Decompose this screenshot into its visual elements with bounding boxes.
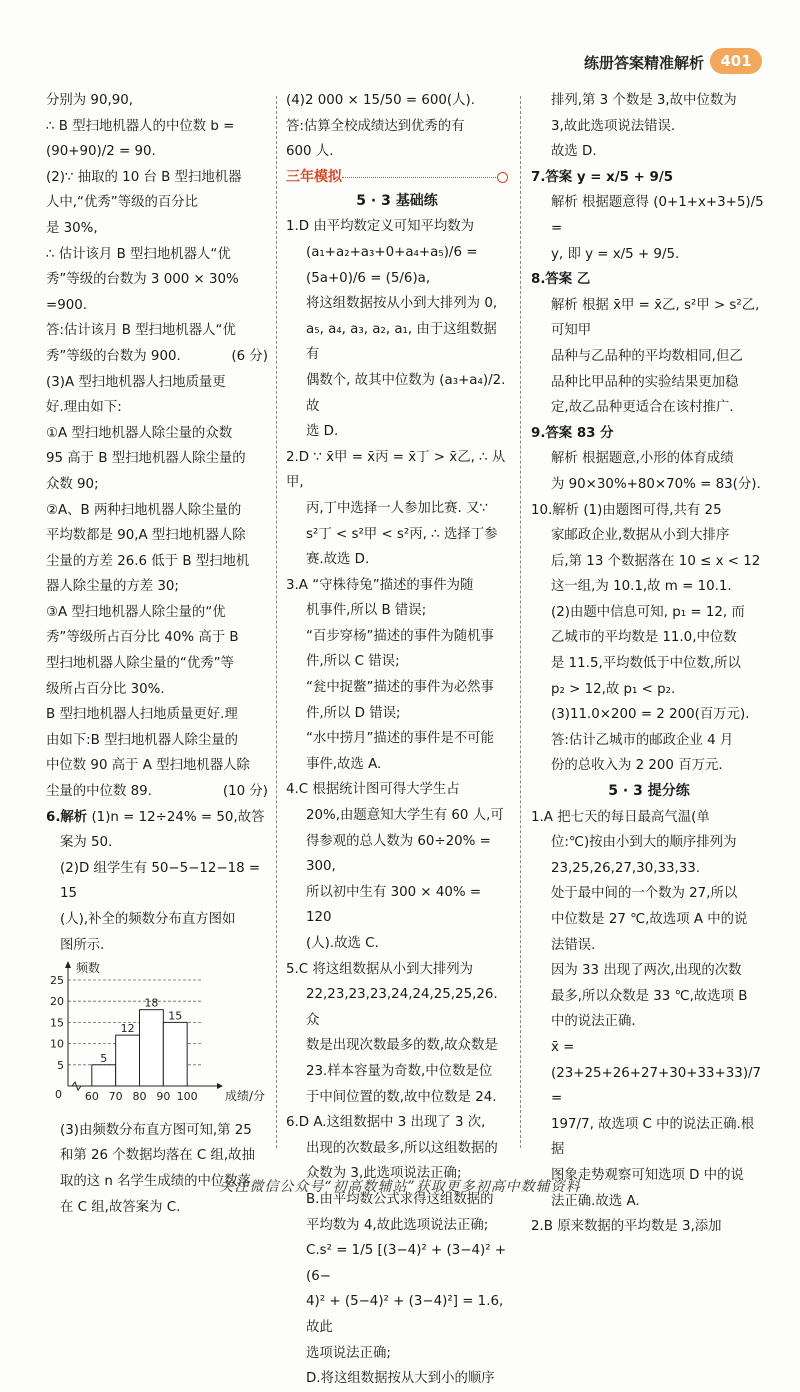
text-span: (1)n = 12÷24% = 50,故答 — [91, 809, 265, 825]
text-line: 所以初中生有 300 × 40% = 120 — [306, 884, 482, 926]
text-line: 于中间位置的数,故中位数是 24. — [306, 1089, 497, 1105]
text-line: ②A、B 两种扫地机器人除尘量的 — [46, 502, 242, 518]
text-line: 2.B 原来数据的平均数是 3,添加 — [531, 1219, 722, 1235]
page-header — [0, 46, 800, 82]
section-banner — [286, 165, 508, 189]
origin-label: 0 — [55, 1088, 62, 1102]
text-line: =900. — [46, 297, 88, 313]
text-line: “瓮中捉鳖”描述的事件为必然事 — [306, 680, 494, 696]
text-line: 这一组,为 10.1,故 m = 10.1. — [551, 579, 732, 595]
histogram-bar — [140, 1010, 164, 1086]
y-axis-arrow-icon — [65, 961, 71, 968]
text-line: 品种与乙品种的平均数相同,但乙 — [551, 348, 743, 364]
text-line: 秀”等级所占百分比 40% 高于 B — [46, 630, 239, 646]
text-line: ∴ B 型扫地机器人的中位数 b = — [46, 118, 235, 134]
text-line: 众数为 3,此选项说法正确; — [306, 1166, 462, 1182]
text-line: 是 11.5,平均数低于中位数,所以 — [551, 656, 741, 672]
text-line: 答:估计乙城市的邮政企业 4 月 — [551, 732, 734, 748]
y-tick-label: 25 — [50, 974, 64, 988]
text-line: 7.答案 y = x/5 + 9/5 — [531, 169, 674, 185]
text-line: y, 即 y = x/5 + 9/5. — [551, 246, 680, 262]
text-line: 2.D ∵ x̄甲 = x̄丙 = x̄丁 > x̄乙, ∴ 从甲, — [286, 449, 506, 491]
text-line: 定,故乙品种更适合在该村推广. — [551, 400, 734, 416]
text-line: 众数 90; — [46, 476, 99, 492]
text-line: 器人除尘量的方差 30; — [46, 579, 179, 595]
text-line: 最多,所以众数是 33 ℃,故选项 B — [551, 988, 748, 1004]
text-line: 将这组数据按从小到大排列为 0, — [306, 296, 498, 312]
text-line: 中位数 90 高于 A 型扫地机器人除 — [46, 758, 250, 774]
text-line: 件,所以 D 错误; — [306, 705, 401, 721]
text-line: 平均数为 4,故此选项说法正确; — [306, 1217, 489, 1233]
text-line: “水中捞月”描述的事件是不可能 — [306, 731, 494, 747]
text-line: 尘量的方差 26.6 低于 B 型扫地机 — [46, 553, 250, 569]
column-2 — [286, 88, 508, 1392]
section-heading: 5 · 3 基础练 — [356, 192, 438, 209]
text-line: 乙城市的平均数是 11.0,中位数 — [551, 630, 737, 646]
text-line: 23.样本容量为奇数,中位数是位 — [306, 1063, 493, 1079]
text-line: (2)D 组学生有 50−5−12−18 = 15 — [60, 860, 261, 902]
text-line: ③A 型扫地机器人除尘量的“优 — [46, 604, 226, 620]
text-line: 得参观的总人数为 60÷20% = 300, — [306, 833, 491, 875]
text-line: 家邮政企业,数据从小到大排序 — [551, 528, 730, 544]
bar-value-label: 12 — [120, 1022, 135, 1036]
column-3 — [531, 88, 767, 1240]
text-line: 处于最中间的一个数为 27,所以 — [551, 886, 738, 902]
text-line: 偶数个, 故其中位数为 (a₃+a₄)/2. 故 — [306, 372, 506, 414]
text-line: 中位数是 27 ℃,故选项 A 中的说 — [551, 912, 748, 927]
score-note: (10 分) — [222, 784, 268, 800]
text-line: 答:估计该月 B 型扫地机器人“优 — [46, 323, 236, 339]
text-line: 平均数都是 90,A 型扫地机器人除 — [46, 528, 246, 544]
text-line: 600 人. — [286, 144, 334, 160]
text-line: 件,所以 C 错误; — [306, 654, 400, 670]
section-label: 三年模拟 — [286, 168, 342, 185]
footer-watermark: 关注微信公众号“初高数辅站”获取更多初高中数辅资料 — [219, 1179, 581, 1195]
text-line: 份的总收入为 2 200 百万元. — [551, 758, 723, 774]
y-tick-label: 10 — [50, 1037, 64, 1051]
column-divider — [276, 96, 277, 1148]
text-line: 在 C 组,故答案为 C. — [60, 1199, 181, 1215]
x-tick-label: 100 — [176, 1090, 198, 1104]
text-line: D.将这组数据按从大到小的顺序 — [306, 1371, 495, 1387]
text-line: (2)∵ 抽取的 10 台 B 型扫地机器 — [46, 169, 242, 185]
text-line: 5.C 将这组数据从小到大排列为 — [286, 961, 474, 977]
question-number: 6. — [46, 809, 61, 825]
text-line: 事件,故选 A. — [306, 756, 382, 772]
text-line: 解析 根据题意得 (0+1+x+3+5)/5 = — [551, 195, 764, 236]
bar-value-label: 15 — [168, 1009, 183, 1023]
text-line — [46, 344, 268, 370]
text-line: 解析 根据 x̄甲 = x̄乙, s²甲 > s²乙, 可知甲 — [551, 297, 760, 339]
column-divider — [520, 96, 521, 1148]
y-tick-label: 20 — [50, 995, 64, 1009]
text-line: 法正确.故选 A. — [551, 1193, 640, 1209]
analysis-tag: 解析 — [60, 809, 88, 825]
text-line: 秀”等级的台数为 3 000 × 30% — [46, 272, 239, 288]
text-line: 22,23,23,23,24,24,25,25,26.众 — [306, 987, 498, 1028]
text-line: 品种比甲品种的实验结果更加稳 — [551, 374, 739, 390]
text-line: 9.答案 83 分 — [531, 425, 614, 441]
text-line: 95 高于 B 型扫地机器人除尘量的 — [46, 451, 246, 467]
text-line: 20%,由题意知大学生有 60 人,可 — [306, 808, 504, 824]
text-line: 3,故此选项说法错误. — [551, 118, 676, 134]
text-line: p₂ > 12,故 p₁ < p₂. — [551, 681, 676, 697]
score-note: (6 分) — [231, 348, 268, 364]
text-line: 197/7, 故选项 C 中的说法正确.根据 — [551, 1116, 755, 1158]
text-line: “百步穿杨”描述的事件为随机事 — [306, 628, 494, 644]
y-tick-label: 15 — [50, 1016, 64, 1030]
text-line: 取的这 n 名学生成绩的中位数落 — [60, 1173, 252, 1189]
text-line: 6.D A.这组数据中 3 出现了 3 次, — [286, 1115, 486, 1131]
text-line: (3)由频数分布直方图可知,第 25 — [60, 1122, 252, 1138]
text-line: 1.D 由平均数定义可知平均数为 — [286, 219, 475, 235]
text-line: 人中,“优秀”等级的百分比 — [46, 195, 199, 211]
text-line: a₅, a₄, a₃, a₂, a₁, 由于这组数据有 — [306, 321, 497, 363]
text-line: 案为 50. — [60, 835, 113, 851]
bar-value-label: 5 — [100, 1051, 108, 1065]
text-line: 因为 33 出现了两次,出现的次数 — [551, 963, 742, 979]
text-line: 分别为 90,90, — [46, 93, 134, 108]
text-line: 解析 根据题意,小形的体育成绩 — [551, 451, 734, 467]
text-line: (4)2 000 × 15/50 = 600(人). — [286, 93, 476, 108]
text-line — [46, 779, 268, 805]
text-line: B.由平均数公式求得这组数据的 — [306, 1191, 494, 1207]
text-line: 4)² + (5−4)² + (3−4)²] = 1.6,故此 — [306, 1294, 504, 1335]
text-line: 和第 26 个数据均落在 C 组,故抽 — [60, 1148, 255, 1164]
histogram-bar — [163, 1023, 187, 1087]
text-line: 答:估算全校成绩达到优秀的有 — [286, 118, 465, 134]
text-line: ∴ 估计该月 B 型扫地机器人“优 — [46, 246, 231, 262]
text-line: 由如下:B 型扫地机器人除尘量的 — [46, 732, 239, 748]
text-line: (2)由题中信息可知, p₁ = 12, 而 — [551, 604, 745, 620]
circle-ornament-icon — [497, 172, 508, 183]
text-line: 图象走势观察可知选项 D 中的说 — [551, 1167, 744, 1183]
text-line: 图所示. — [60, 937, 105, 953]
text-line: 选 D. — [306, 424, 339, 440]
text-line: 中的说法正确. — [551, 1014, 636, 1030]
frequency-histogram — [46, 958, 266, 1108]
text-line: (3)11.0×200 = 2 200(百万元). — [551, 707, 750, 723]
text-line: 为 90×30%+80×70% = 83(分). — [551, 476, 761, 492]
text-line: x̄ = (23+25+26+27+30+33+33)/7 = — [551, 1039, 762, 1107]
page-number-badge: 401 — [710, 48, 762, 74]
text-span: 秀”等级的台数为 900. — [46, 348, 181, 364]
text-line: 后,第 13 个数据落在 10 ≤ x < 12 — [551, 553, 761, 569]
bar-value-label: 18 — [144, 996, 159, 1010]
histogram-bar — [92, 1065, 116, 1086]
x-tick-label: 90 — [156, 1090, 171, 1104]
x-tick-label: 70 — [108, 1090, 123, 1104]
text-line: B 型扫地机器人扫地质量更好.理 — [46, 707, 238, 723]
column-1 — [46, 88, 268, 1220]
text-line: 8.答案 乙 — [531, 272, 591, 288]
text-line: 好.理由如下: — [46, 400, 122, 416]
text-line: (a₁+a₂+a₃+0+a₄+a₅)/6 = (5a+0)/6 = (5/6)a, — [306, 244, 478, 286]
text-line: 型扫地机器人除尘量的“优秀”等 — [46, 656, 234, 672]
text-line: ①A 型扫地机器人除尘量的众数 — [46, 425, 233, 441]
text-line: 10.解析 (1)由题图可得,共有 25 — [531, 502, 722, 518]
y-axis-label: 频数 — [76, 961, 101, 976]
text-line: (人).故选 C. — [306, 936, 379, 951]
dotted-rule — [342, 177, 504, 178]
text-line — [46, 805, 268, 831]
text-line: 级所占百分比 30%. — [46, 681, 165, 697]
x-tick-label: 60 — [84, 1090, 99, 1104]
text-span: 尘量的中位数 89. — [46, 784, 152, 800]
text-line: 1.A 把七天的每日最高气温(单 — [531, 809, 710, 825]
text-line: 是 30%, — [46, 220, 98, 236]
text-line: 选项说法正确; — [306, 1345, 391, 1361]
text-line: C.s² = 1/5 [(3−4)² + (3−4)² + (6− — [306, 1243, 507, 1284]
text-line: 机事件,所以 B 错误; — [306, 603, 427, 619]
text-line: s²丁 < s²甲 < s²丙, ∴ 选择丁参赛.故选 D. — [306, 526, 498, 568]
text-line: 法错误. — [551, 937, 596, 953]
y-tick-label: 5 — [57, 1058, 64, 1072]
text-line: 故选 D. — [551, 144, 597, 160]
text-line: 23,25,26,27,30,33,33. — [551, 860, 701, 876]
text-line: 4.C 根据统计图可得大学生占 — [286, 782, 460, 798]
text-line: 位:℃)按由小到大的顺序排列为 — [551, 835, 737, 851]
x-tick-label: 80 — [132, 1090, 147, 1104]
text-line: 出现的次数最多,所以这组数据的 — [306, 1140, 498, 1156]
section-heading: 5 · 3 提分练 — [608, 783, 690, 800]
text-line: 丙,丁中选择一人参加比赛. 又∵ — [306, 500, 488, 516]
text-line: 3.A “守株待兔”描述的事件为随 — [286, 577, 474, 593]
header-title: 练册答案精准解析 — [583, 54, 704, 72]
text-line: 数是出现次数最多的数,故众数是 — [306, 1038, 498, 1054]
text-line: (90+90)/2 = 90. — [46, 144, 156, 160]
text-line: (3)A 型扫地机器人扫地质量更 — [46, 374, 226, 390]
x-axis-arrow-icon — [217, 1083, 223, 1089]
text-line: 排列,第 3 个数是 3,故中位数为 — [551, 93, 737, 108]
x-axis-label: 成绩/分 — [225, 1089, 266, 1104]
histogram-bar — [116, 1035, 140, 1086]
text-line: (人),补全的频数分布直方图如 — [60, 912, 236, 927]
